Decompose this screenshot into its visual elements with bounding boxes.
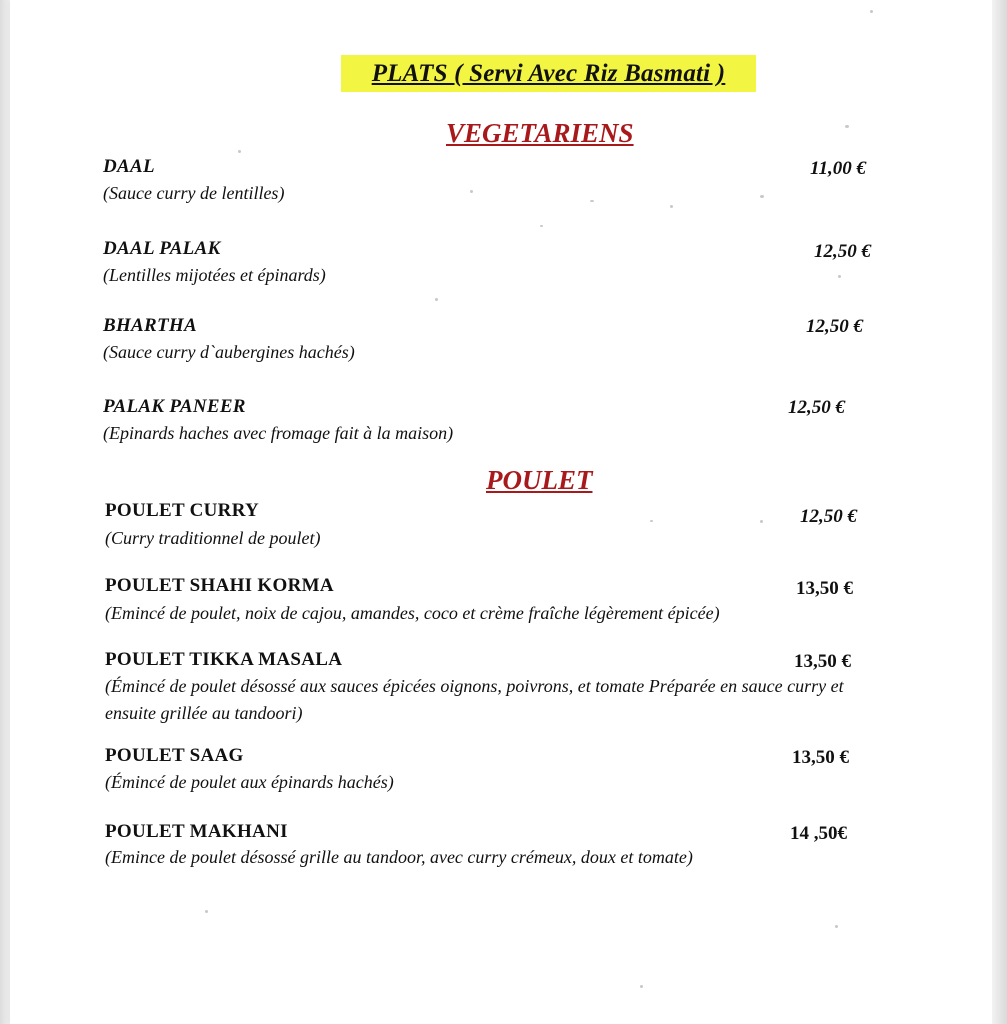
dish-price-palak-paneer: 12,50 € bbox=[788, 397, 845, 418]
dish-price-poulet-makhani: 14 ,50€ bbox=[790, 823, 847, 844]
scan-speck bbox=[670, 205, 673, 208]
scan-speck bbox=[650, 520, 653, 522]
dish-name-daal: DAAL bbox=[103, 156, 155, 177]
paper-edge-left bbox=[0, 0, 10, 1024]
scan-speck bbox=[640, 985, 643, 988]
dish-name-bhartha: BHARTHA bbox=[103, 315, 197, 336]
scan-speck bbox=[590, 200, 594, 202]
dish-name-poulet-makhani: POULET MAKHANI bbox=[105, 821, 288, 842]
dish-name-daal-palak: DAAL PALAK bbox=[103, 238, 221, 259]
scan-speck bbox=[760, 520, 763, 523]
dish-description-daal: (Sauce curry de lentilles) bbox=[103, 183, 285, 203]
section-heading-poulet: POULET bbox=[486, 465, 593, 495]
scan-speck bbox=[870, 10, 873, 13]
scan-speck bbox=[845, 125, 849, 128]
menu-page bbox=[10, 0, 992, 1024]
paper-edge-right bbox=[992, 0, 1007, 1024]
dish-description-poulet-tikka-masala: (Émincé de poulet désossé aux sauces épicées oignons, poivrons, et tomate Préparée en sauce curry et ensuite grillée au tandoori) bbox=[105, 676, 844, 723]
dish-description-palak-paneer: (Epinards haches avec fromage fait à la maison) bbox=[103, 423, 454, 443]
dish-description-daal-palak: (Lentilles mijotées et épinards) bbox=[103, 265, 326, 285]
dish-price-bhartha: 12,50 € bbox=[806, 316, 863, 337]
dish-name-poulet-tikka-masala: POULET TIKKA MASALA bbox=[105, 649, 343, 670]
scan-speck bbox=[238, 150, 241, 153]
dish-description-poulet-makhani: (Emince de poulet désossé grille au tandoor, avec curry crémeux, doux et tomate) bbox=[105, 847, 693, 867]
dish-price-poulet-shahi-korma: 13,50 € bbox=[796, 578, 853, 599]
dish-description-poulet-saag: (Émincé de poulet aux épinards hachés) bbox=[105, 772, 394, 792]
scan-speck bbox=[835, 925, 838, 928]
menu-title: PLATS ( Servi Avec Riz Basmati ) bbox=[341, 55, 756, 92]
dish-name-poulet-saag: POULET SAAG bbox=[105, 745, 244, 766]
scan-speck bbox=[540, 225, 543, 227]
dish-price-poulet-saag: 13,50 € bbox=[792, 747, 849, 768]
dish-name-poulet-curry: POULET CURRY bbox=[105, 500, 260, 521]
dish-description-poulet-curry: (Curry traditionnel de poulet) bbox=[105, 528, 321, 548]
dish-price-daal: 11,00 € bbox=[810, 158, 866, 179]
dish-description-bhartha: (Sauce curry d`aubergines hachés) bbox=[103, 342, 355, 362]
dish-name-palak-paneer: PALAK PANEER bbox=[103, 396, 246, 417]
dish-price-daal-palak: 12,50 € bbox=[814, 241, 871, 262]
scan-speck bbox=[838, 275, 841, 278]
dish-price-poulet-tikka-masala: 13,50 € bbox=[794, 651, 851, 672]
scan-speck bbox=[205, 910, 208, 913]
dish-description-poulet-shahi-korma: (Emincé de poulet, noix de cajou, amandes, coco et crème fraîche légèrement épicée) bbox=[105, 603, 720, 623]
scan-speck bbox=[470, 190, 473, 193]
dish-name-poulet-shahi-korma: POULET SHAHI KORMA bbox=[105, 575, 334, 596]
scan-speck bbox=[435, 298, 438, 301]
section-heading-vegetariens: VEGETARIENS bbox=[446, 118, 634, 148]
scan-speck bbox=[760, 195, 764, 198]
dish-price-poulet-curry: 12,50 € bbox=[800, 506, 857, 527]
